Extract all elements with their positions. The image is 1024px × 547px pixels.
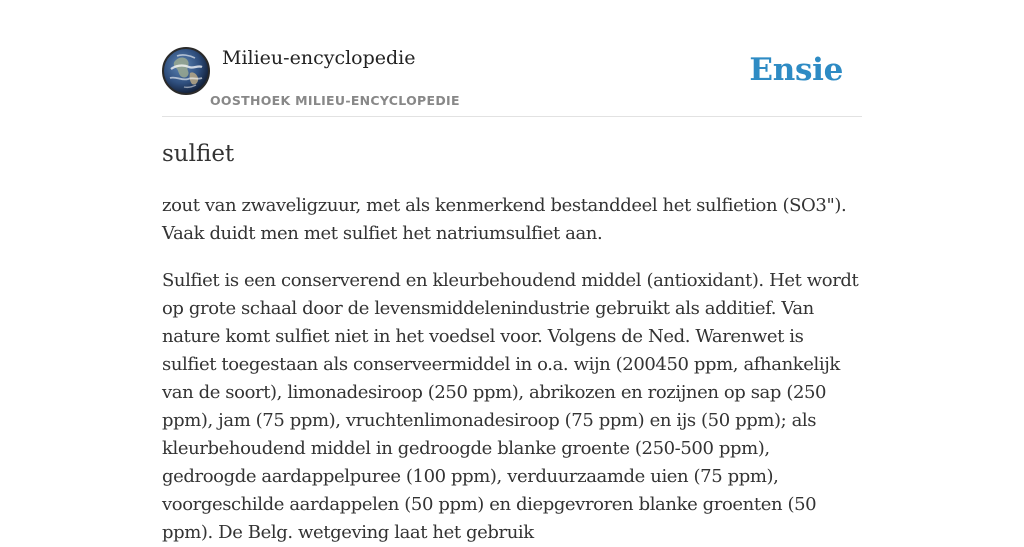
brand-logo[interactable]: Ensie — [749, 52, 843, 88]
article-paragraph-body: Sulfiet is een conserverend en kleurbehoudend middel (antioxidant). Het wordt op grote schaal door de levensmiddelenindustrie gebruikt als additief. Van nature komt sulfiet niet in het voedsel voor. Volgens de Ned. Warenwet is sulfiet toegestaan als conserveermiddel in o.a. wijn (200450 ppm, afhankelijk van de soort), limonadesiroop (250 ppm), abrikozen en rozijnen op sap (250 ppm), jam (75 ppm), vruchtenlimonadesiroop (75 ppm) en ijs (50 ppm); als kleurbehoudend middel in gedroogde blanke groente (250-500 ppm), gedroogde aardappelpuree (100 ppm), verduurzaamde uien (75 ppm), voorgeschilde aardappelen (50 ppm) en diepgevroren blanke groenten (50 ppm). De Belg. wetgeving laat het gebruik — [162, 270, 859, 543]
site-name[interactable]: Milieu-encyclopedie — [222, 47, 416, 69]
earth-globe-icon[interactable] — [162, 47, 210, 95]
site-header — [162, 46, 862, 117]
article — [162, 138, 862, 547]
site-subtitle[interactable]: OOSTHOEK MILIEU-ENCYCLOPEDIE — [210, 93, 460, 108]
article-paragraph-definition: zout van zwaveligzuur, met als kenmerkend bestanddeel het sulfietion (SO3"). Vaak duidt men met sulfiet het natriumsulfiet aan. — [162, 195, 847, 244]
article-title: sulfiet — [162, 141, 235, 167]
